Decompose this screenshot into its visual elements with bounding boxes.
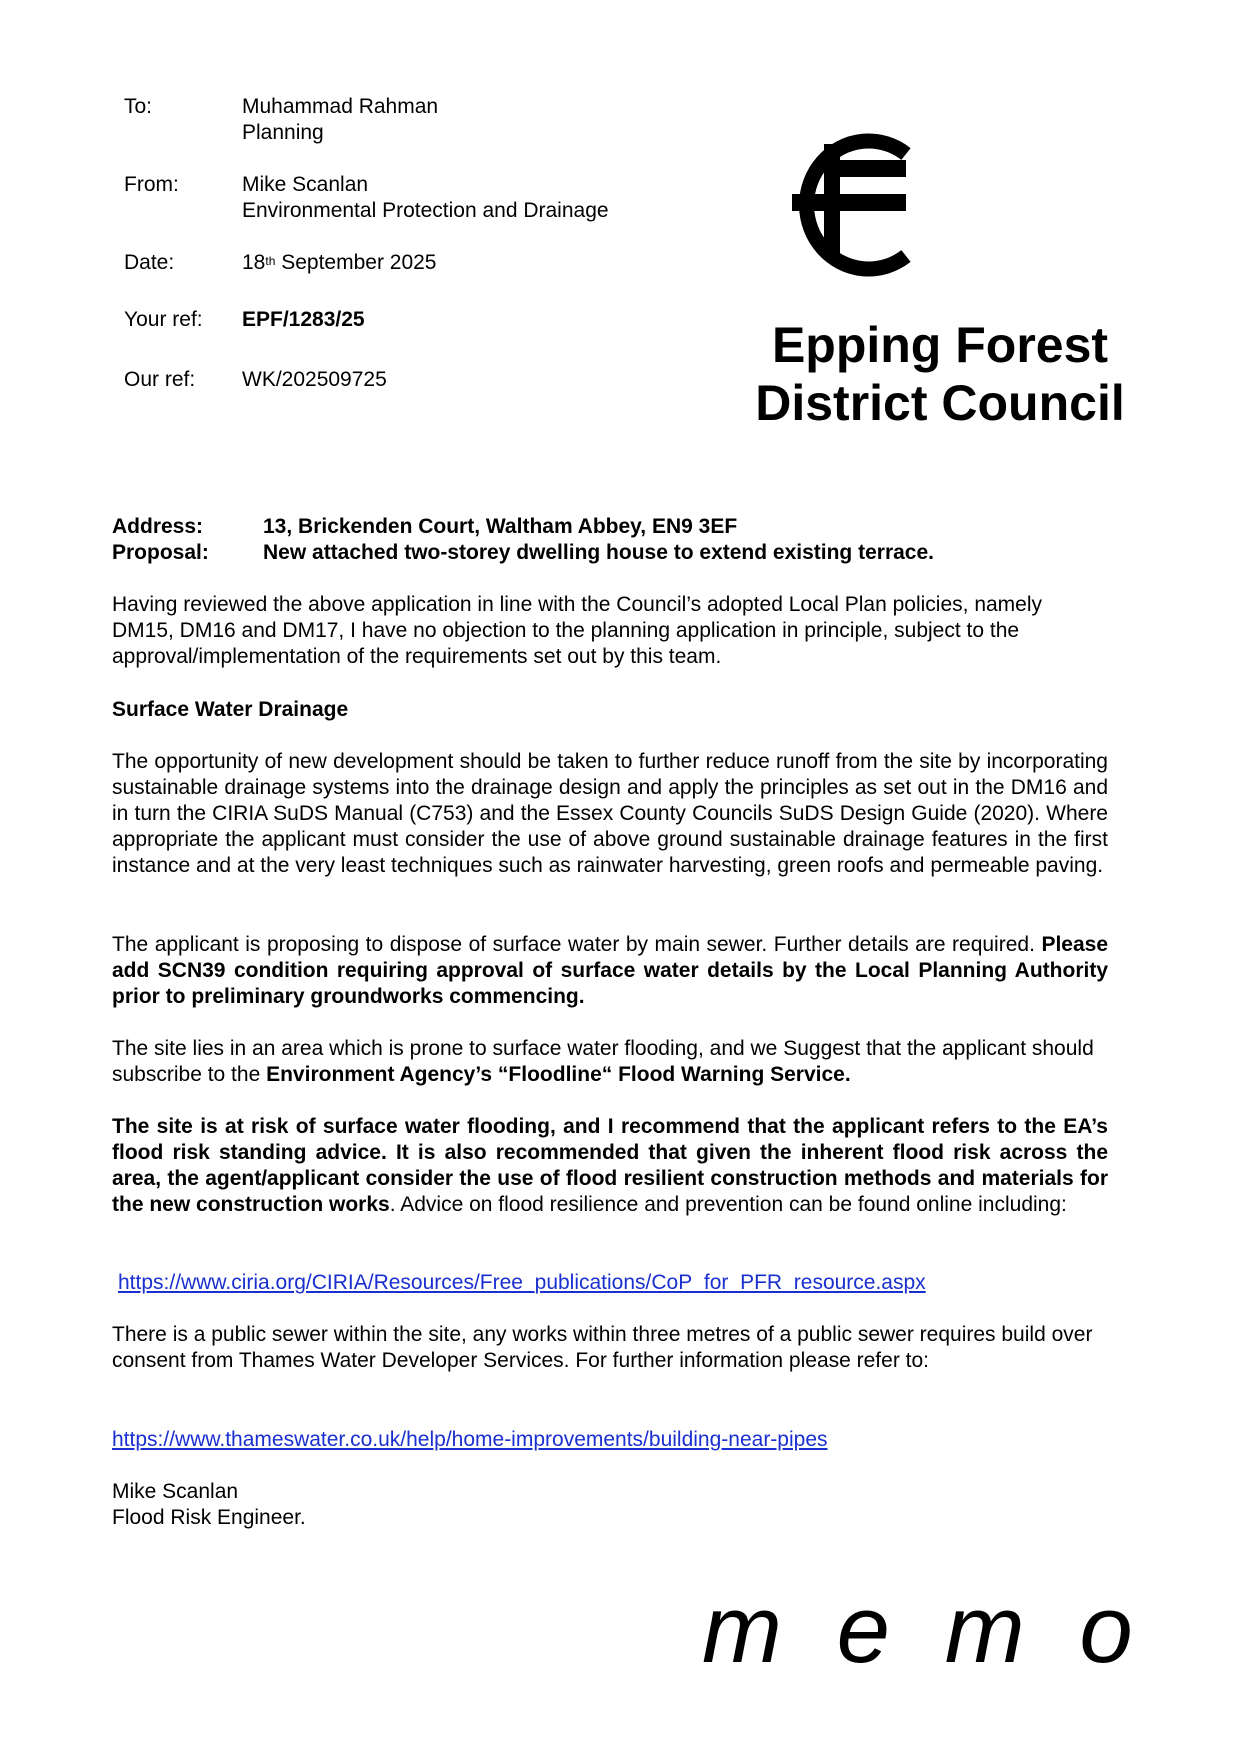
- signature-block: [112, 1479, 1108, 1531]
- sewer-paragraph: The applicant is proposing to dispose of surface water by main sewer. Further details are required. Please add SCN39 condition requiring approval of surface water details by the Local Planning Authority prior to preliminary groundworks commencing.: [112, 933, 1108, 1008]
- floodline-text: Environment Agency’s “Floodline“ Flood Warning Service.: [266, 1063, 851, 1086]
- proposal-label: Proposal:: [112, 541, 209, 564]
- address-value: 13, Brickenden Court, Waltham Abbey, EN9 3EF: [263, 515, 738, 538]
- ciria-link-row: [118, 1270, 1114, 1296]
- risk-paragraph: The site is at risk of surface water flooding, and I recommend that the applicant refers to the EA’s flood risk standing advice. It is also recommended that given the inherent flood risk across the area, the agent/applicant consider the use of flood resilient construction methods and materials for the new construction works. Advice on flood resilience and prevention can be found online including:: [112, 1115, 1108, 1216]
- signatory-title: Flood Risk Engineer.: [112, 1506, 306, 1529]
- from-dept: Environmental Protection and Drainage: [242, 199, 609, 222]
- signatory-name: Mike Scanlan: [112, 1480, 239, 1503]
- organisation-name: [700, 316, 1180, 432]
- our-ref-label: Our ref:: [124, 368, 196, 391]
- public-sewer-paragraph: There is a public sewer within the site, any works within three metres of a public sewer requires build over consent from Thames Water Developer Services. For further information please refer to:: [112, 1323, 1093, 1372]
- organisation-line2: District Council: [755, 375, 1125, 431]
- thames-link-row: [112, 1427, 1108, 1453]
- proposal-value: New attached two-storey dwelling house to extend existing terrace.: [263, 541, 934, 564]
- ciria-link[interactable]: https://www.ciria.org/CIRIA/Resources/Free_publications/CoP_for_PFR_resource.aspx: [118, 1271, 926, 1294]
- organisation-line1: Epping Forest: [771, 317, 1109, 373]
- intro-paragraph: Having reviewed the above application in line with the Council’s adopted Local Plan policies, namely DM15, DM16 and DM17, I have no objection to the planning application in principle, subject to the approval/implementation of the requirements set out by this team.: [112, 593, 1043, 668]
- our-ref-value: WK/202509725: [242, 368, 387, 391]
- memo-footer: m e m o: [702, 1576, 1147, 1683]
- to-label: To:: [124, 95, 153, 118]
- to-dept: Planning: [242, 121, 324, 144]
- drainage-paragraph: The opportunity of new development should be taken to further reduce runoff from the site by incorporating sustainable drainage systems into the drainage design and apply the principles as set out in the DM16 and in turn the CIRIA SuDS Manual (C753) and the Essex County Councils SuDS Design Guide (2020). Where appropriate the applicant must consider the use of above ground sustainable drainage features in the first instance and at the very least techniques such as rainwater harvesting, green roofs and permeable paving.: [112, 750, 1108, 877]
- section-heading: Surface Water Drainage: [112, 698, 349, 721]
- to-name: Muhammad Rahman: [242, 95, 439, 118]
- your-ref-label: Your ref:: [124, 308, 203, 331]
- your-ref-value: EPF/1283/25: [242, 308, 365, 331]
- condition-text: Please add SCN39 condition requiring approval of surface water details by the Local Planning Authority prior to preliminary groundworks commencing.: [112, 933, 1108, 1008]
- from-label: From:: [124, 173, 179, 196]
- risk-advice-text: The site is at risk of surface water flooding, and I recommend that the applicant refers to the EA’s flood risk standing advice. It is also recommended that given the inherent flood risk across the area, the agent/applicant consider the use of flood resilient construction methods and materials for the new construction works: [112, 1115, 1108, 1216]
- date-value: 18th September 2025: [242, 251, 437, 274]
- date-label: Date:: [124, 251, 175, 274]
- address-label: Address:: [112, 515, 204, 538]
- epping-forest-logo: [782, 130, 918, 280]
- flooding-paragraph: The site lies in an area which is prone to surface water flooding, and we Suggest that the applicant should subscribe to the Environment Agency’s “Floodline“ Flood Warning Service.: [112, 1037, 1094, 1086]
- from-name: Mike Scanlan: [242, 173, 369, 196]
- thames-water-link[interactable]: https://www.thameswater.co.uk/help/home-improvements/building-near-pipes: [112, 1428, 828, 1451]
